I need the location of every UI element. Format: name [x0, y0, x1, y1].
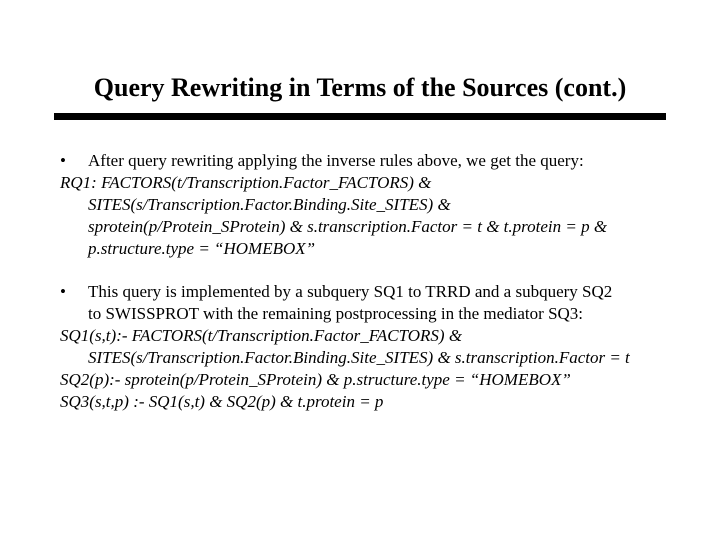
query-line: SQ2(p):- sprotein(p/Protein_SProtein) & p.structure.type = “HOMEBOX” — [60, 370, 571, 389]
bullet-text: This query is implemented by a subquery SQ1 to TRRD and a subquery SQ2 — [88, 282, 613, 301]
bullet-icon: • — [60, 151, 66, 170]
query-line: SQ3(s,t,p) :- SQ1(s,t) & SQ2(p) & t.protein = p — [60, 392, 384, 411]
bullet-text-continuation: to SWISSPROT with the remaining postprocessing in the mediator SQ3: — [88, 304, 584, 323]
bullet-item-2 — [60, 281, 670, 303]
query-line: RQ1: FACTORS(t/Transcription.Factor_FACTORS) & — [60, 173, 432, 192]
query-line: SQ1(s,t):- FACTORS(t/Transcription.Factor_FACTORS) & — [60, 326, 463, 345]
query-line: SITES(s/Transcription.Factor.Binding.Site_SITES) & s.transcription.Factor = t — [88, 348, 630, 367]
query-line: sprotein(p/Protein_SProtein) & s.transcription.Factor = t & t.protein = p & — [88, 217, 608, 236]
slide-title: Query Rewriting in Terms of the Sources (cont.) — [93, 73, 627, 102]
query-line: p.structure.type = “HOMEBOX” — [88, 239, 316, 258]
query-line: SITES(s/Transcription.Factor.Binding.Site_SITES) & — [88, 195, 451, 214]
bullet-item-1 — [60, 150, 670, 172]
spacer — [60, 260, 670, 281]
bullet-icon: • — [60, 282, 66, 301]
title-divider — [54, 113, 666, 120]
bullet-text: After query rewriting applying the inverse rules above, we get the query: — [88, 151, 584, 170]
slide-body — [60, 150, 670, 413]
